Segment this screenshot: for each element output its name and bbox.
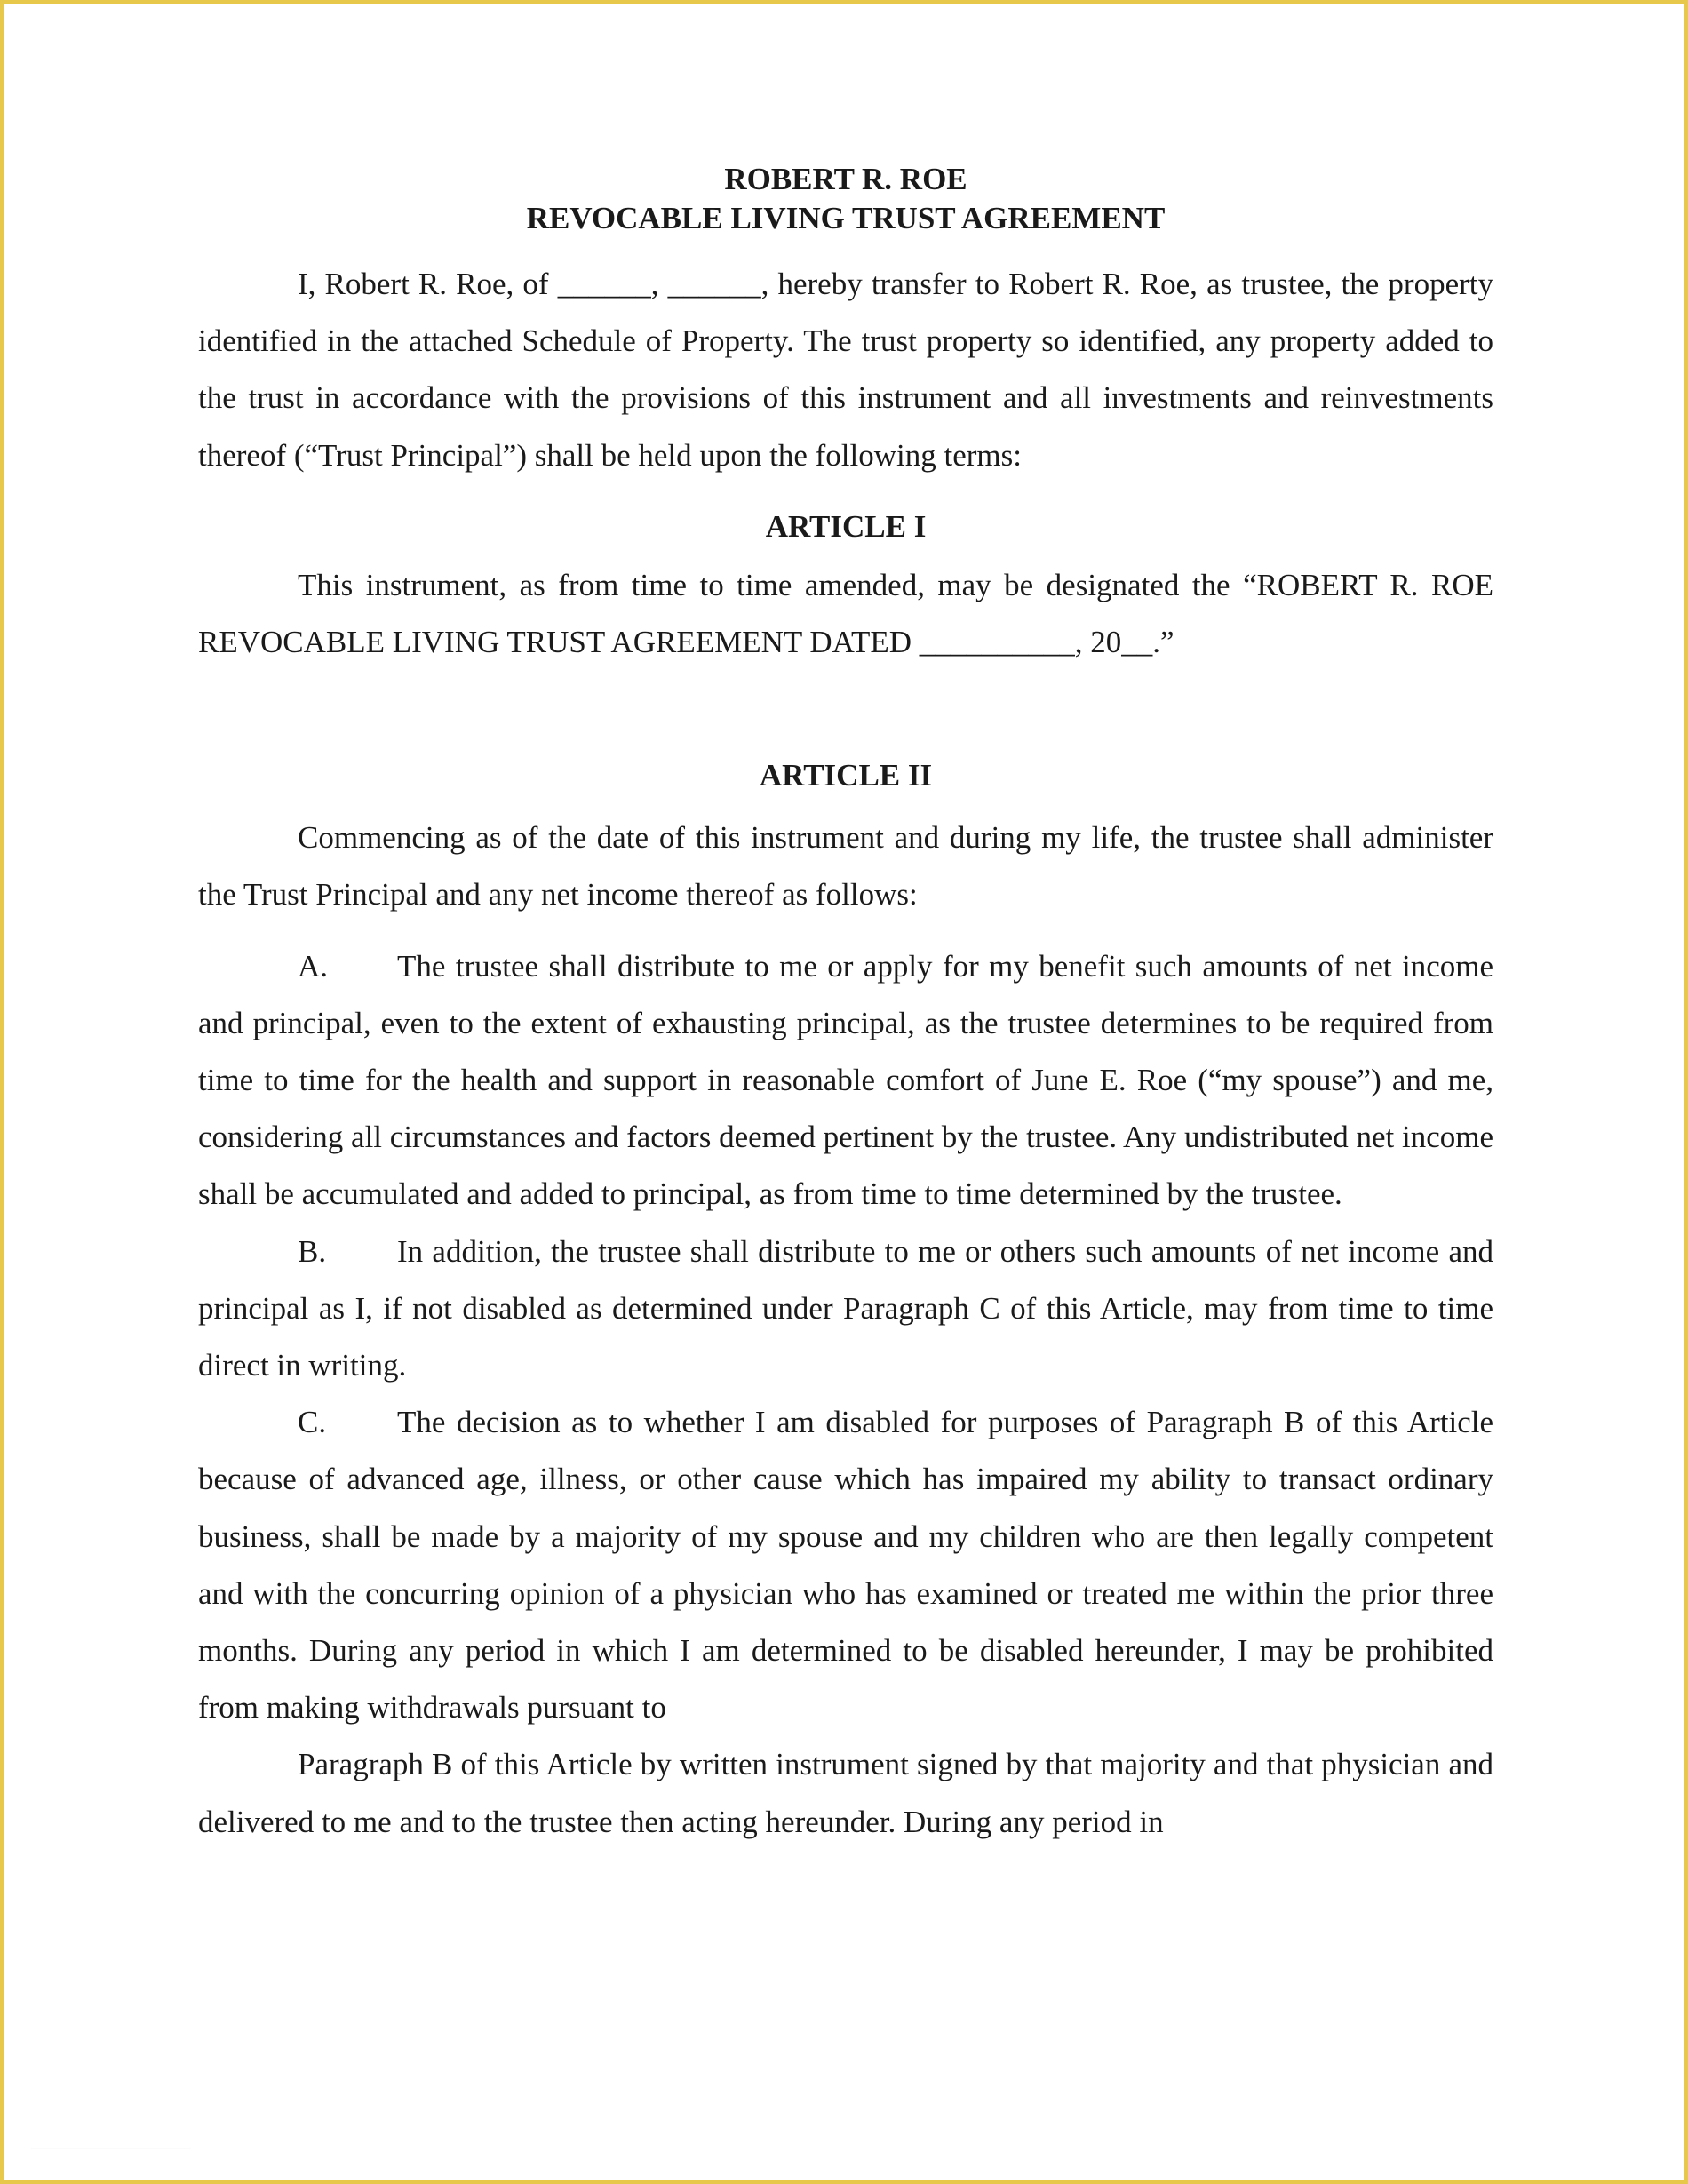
document-body xyxy=(198,160,1493,1851)
article-2-heading: ARTICLE II xyxy=(759,758,933,793)
footer-watermark xyxy=(31,2148,191,2164)
paragraph-b-label: B. xyxy=(298,1233,327,1269)
intro-paragraph: I, Robert R. Roe, of ______, ______, hereby transfer to Robert R. Roe, as trustee, the property identified in the attached Schedule of Property. The trust property so identified, any property added to the trust in accordance with the provisions of this instrument and all investments and reinvestments thereof (“Trust Principal”) shall be held upon the following terms: xyxy=(198,267,1493,473)
paragraph-b xyxy=(198,1224,1493,1395)
document-title xyxy=(198,160,1493,238)
article-1-paragraph: This instrument, as from time to time amended, may be designated the “ROBERT R. ROE REVOCABLE LIVING TRUST AGREEMENT DATED __________, 20__.” xyxy=(198,567,1493,660)
title-line-agreement: REVOCABLE LIVING TRUST AGREEMENT xyxy=(526,201,1166,235)
article-1-heading: ARTICLE I xyxy=(765,508,927,544)
paragraph-a-text: The trustee shall distribute to me or apply for my benefit such amounts of net income and principal, even to the extent of exhausting principal, as the trustee determines to be required from time to time for the health and support in reasonable comfort of June E. Roe (“my spouse”) and me, considering all circumstances and factors deemed pertinent by the trustee. Any undistributed net income shall be accumulated and added to principal, as from time to time determined by the trustee. xyxy=(198,948,1493,1212)
article-2-intro-paragraph: Commencing as of the date of this instrument and during my life, the trustee shall administer the Trust Principal and any net income thereof as follows: xyxy=(198,820,1493,913)
title-line-name: ROBERT R. ROE xyxy=(724,162,967,196)
paragraph-b-text: In addition, the trustee shall distribute to me or others such amounts of net income and principal as I, if not disabled as determined under Paragraph C of this Article, may from time to time direct in writing. xyxy=(198,1233,1493,1383)
paragraph-c xyxy=(198,1394,1493,1736)
paragraph-c-text: The decision as to whether I am disabled for purposes of Paragraph B of this Article because of advanced age, illness, or other cause which has impaired my ability to transact ordinary business, shall be made by a majority of my spouse and my children who are then legally competent and with the concurring opinion of a physician who has examined or treated me within the prior three months. During any period in which I am determined to be disabled hereunder, I may be prohibited from making withdrawals pursuant to xyxy=(198,1405,1493,1726)
paragraph-a-label: A. xyxy=(298,948,329,984)
paragraph-c-continuation: Paragraph B of this Article by written instrument signed by that majority and that physician and delivered to me and to the trustee then acting hereunder. During any period in xyxy=(198,1747,1493,1839)
paragraph-a xyxy=(198,938,1493,1224)
paragraph-c-label: C. xyxy=(298,1405,327,1440)
